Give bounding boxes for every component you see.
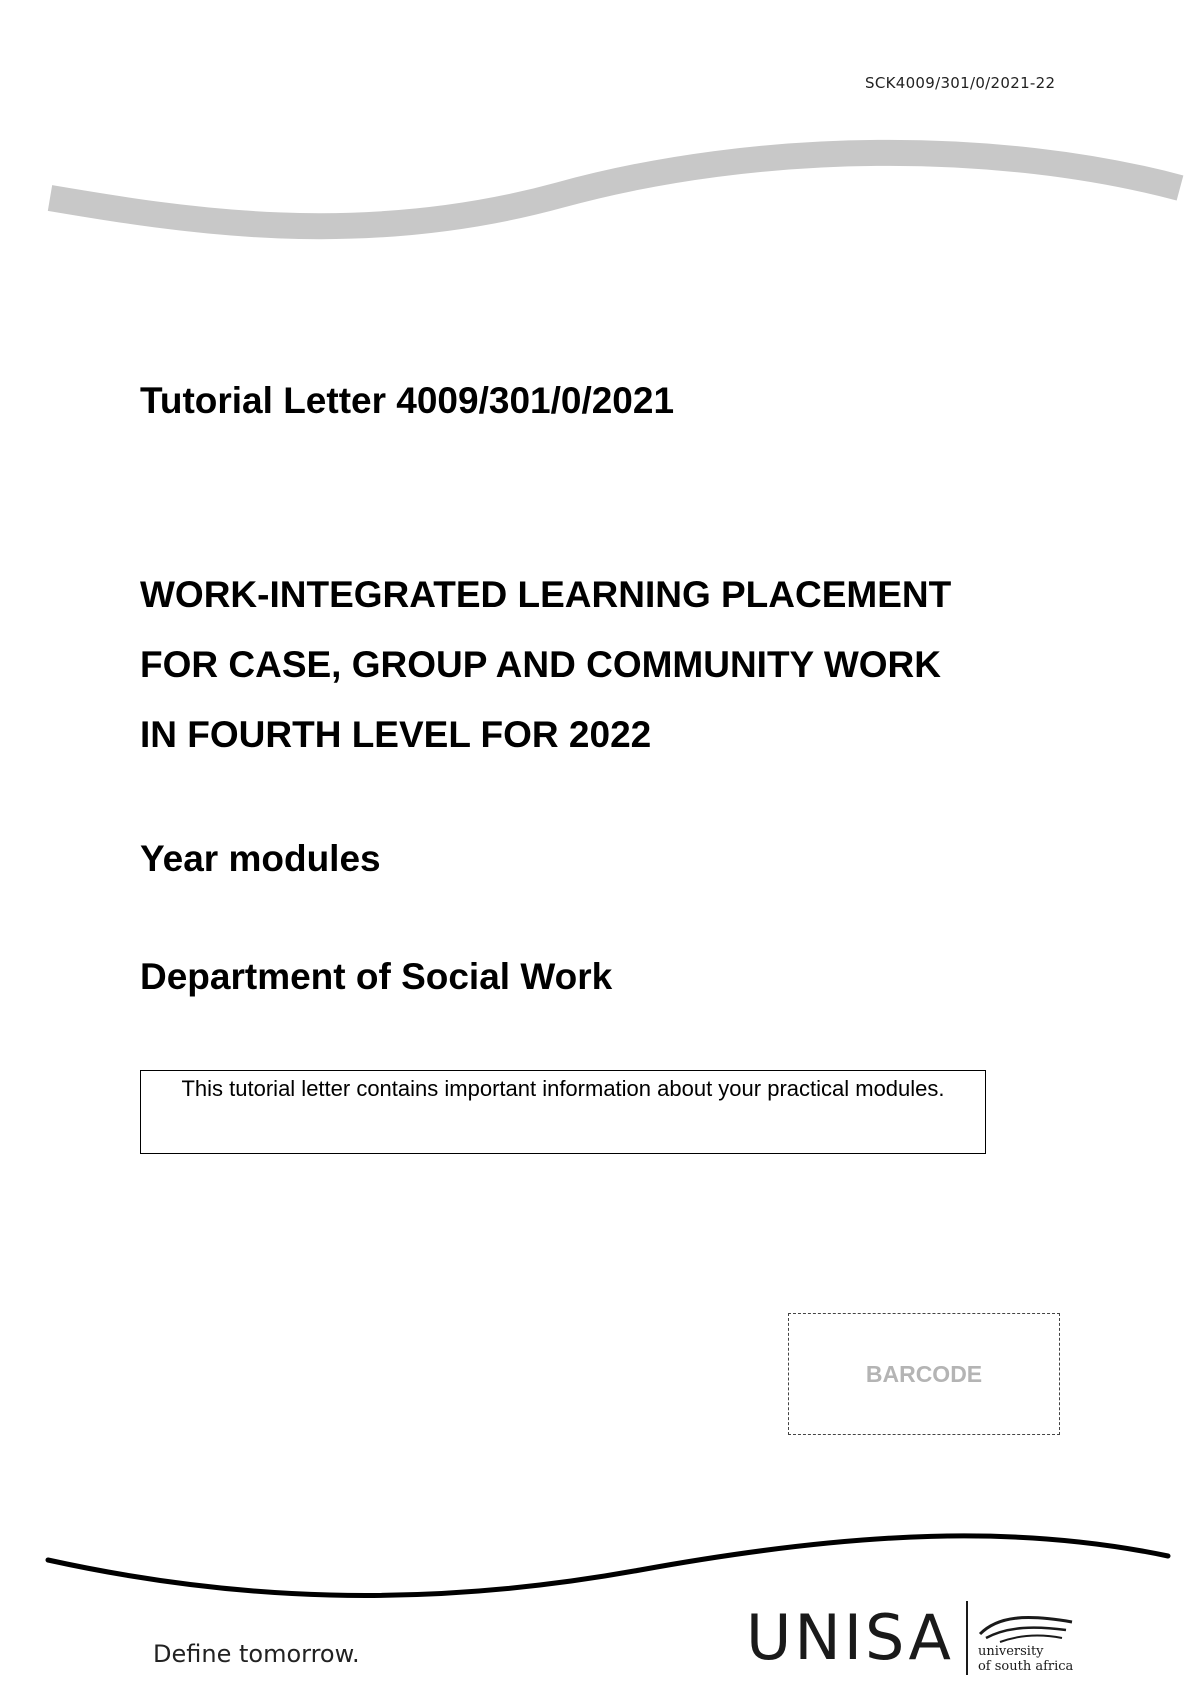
logo-mark [978,1602,1074,1674]
unisa-wing-icon [978,1612,1074,1644]
year-modules-heading: Year modules [140,838,381,879]
logo-wordmark: UNISA [746,1601,954,1674]
info-notice-text: This tutorial letter contains important information about your practical modules. [181,1076,945,1101]
document-code: SCK4009/301/0/2021-22 [865,74,1056,92]
tagline: Define tomorrow. [153,1640,360,1668]
logo-subtitle-line-2: of south africa [977,1659,1074,1674]
department-heading: Department of Social Work [140,956,613,997]
barcode-label: BARCODE [865,1360,983,1387]
module-title-line: WORK-INTEGRATED LEARNING PLACEMENT [140,574,952,615]
unisa-logo [746,1598,1074,1678]
logo-divider [966,1601,968,1675]
logo-subtitle-line-1: university [977,1644,1044,1659]
module-title-line: IN FOURTH LEVEL FOR 2022 [140,714,652,755]
tutorial-letter-title: Tutorial Letter 4009/301/0/2021 [140,380,675,421]
module-title-line: FOR CASE, GROUP AND COMMUNITY WORK [140,644,941,685]
